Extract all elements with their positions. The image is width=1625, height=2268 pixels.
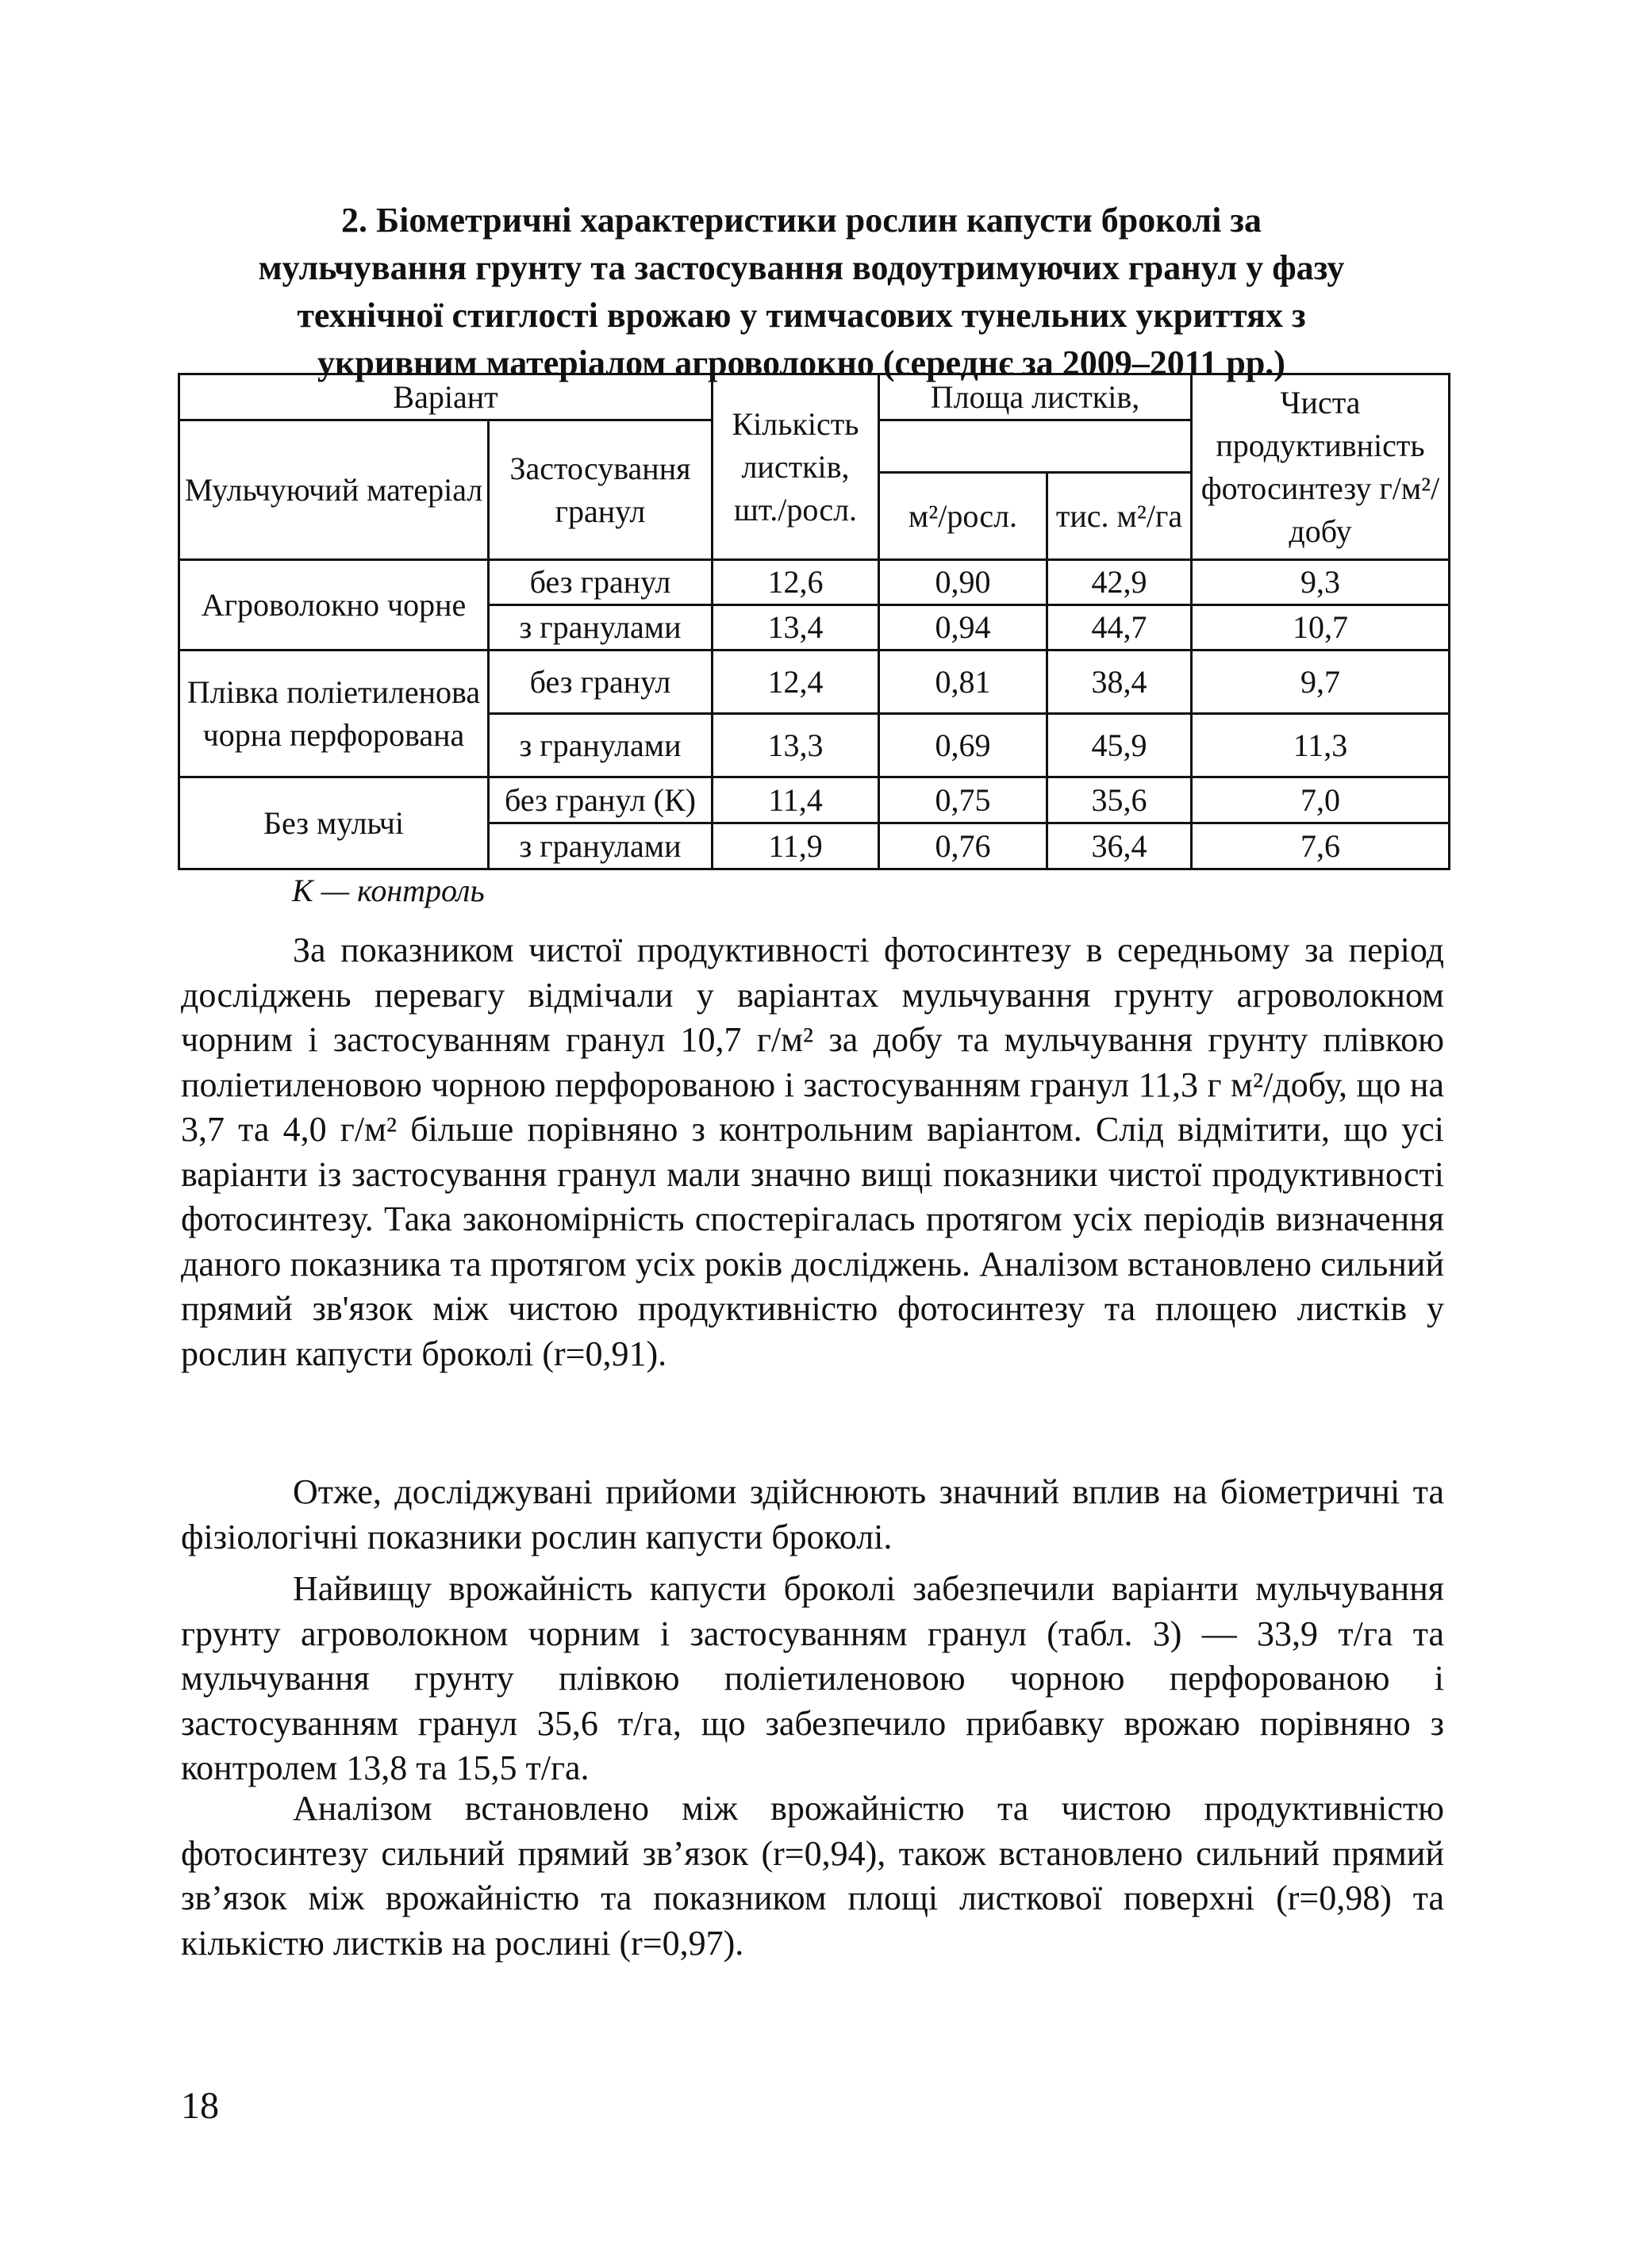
cell-granules: з гранулами bbox=[489, 823, 713, 869]
cell-leaf-count: 12,6 bbox=[713, 560, 879, 605]
header-leaf-count: Кількість листків, шт./росл. bbox=[713, 374, 879, 560]
cell-mulch: Без мульчі bbox=[179, 777, 489, 869]
cell-leaf-count: 13,4 bbox=[713, 605, 879, 650]
cell-area-plant: 0,75 bbox=[879, 777, 1047, 823]
header-mulch: Мульчуючий матеріал bbox=[179, 420, 489, 560]
cell-area-plant: 0,69 bbox=[879, 714, 1047, 777]
header-variant: Варіант bbox=[179, 374, 713, 420]
table-row bbox=[179, 777, 1450, 823]
table-note: К — контроль bbox=[292, 873, 485, 908]
table-row bbox=[179, 650, 1450, 714]
cell-productivity: 10,7 bbox=[1192, 605, 1450, 650]
cell-granules: з гранулами bbox=[489, 605, 713, 650]
header-granules: Застосування гранул bbox=[489, 420, 713, 560]
table-title-line: укривним матеріалом агроволокно (середнє за 2009–2011 рр.) bbox=[317, 343, 1285, 382]
cell-area-plant: 0,90 bbox=[879, 560, 1047, 605]
cell-granules: без гранул bbox=[489, 560, 713, 605]
cell-area-ha: 44,7 bbox=[1047, 605, 1192, 650]
header-productivity: Чиста продуктивність фотосинтезу г/м²/добу bbox=[1192, 374, 1450, 560]
cell-productivity: 11,3 bbox=[1192, 714, 1450, 777]
header-leaf-area-ha: тис. м²/га bbox=[1047, 473, 1192, 560]
cell-productivity: 7,6 bbox=[1192, 823, 1450, 869]
cell-productivity: 9,3 bbox=[1192, 560, 1450, 605]
cell-productivity: 7,0 bbox=[1192, 777, 1450, 823]
biometric-table bbox=[178, 373, 1450, 870]
cell-area-ha: 45,9 bbox=[1047, 714, 1192, 777]
cell-area-ha: 38,4 bbox=[1047, 650, 1192, 714]
cell-granules: з гранулами bbox=[489, 714, 713, 777]
cell-leaf-count: 12,4 bbox=[713, 650, 879, 714]
cell-area-ha: 35,6 bbox=[1047, 777, 1192, 823]
table-row bbox=[179, 560, 1450, 605]
cell-mulch: Агроволокно чорне bbox=[179, 560, 489, 650]
cell-area-plant: 0,81 bbox=[879, 650, 1047, 714]
cell-area-plant: 0,94 bbox=[879, 605, 1047, 650]
table-title-line: технічної стиглості врожаю у тимчасових тунельних укриттях з bbox=[297, 296, 1306, 335]
body-paragraph: Найвищу врожайність капусти броколі забезпечили варіанти мульчування грунту агроволокном чорним і застосуванням гранул (табл. 3) — 33,9 т/га та мульчування грунту плівкою поліетиленовою чорною перфорованою і застосуванням гранул 35,6 т/га, що забезпечило прибавку врожаю порівняно з контролем 13,8 та 15,5 т/га. bbox=[181, 1569, 1444, 1787]
cell-leaf-count: 13,3 bbox=[713, 714, 879, 777]
cell-area-ha: 36,4 bbox=[1047, 823, 1192, 869]
header-leaf-area: Площа листків, bbox=[879, 374, 1192, 420]
page-number: 18 bbox=[181, 2085, 219, 2127]
cell-area-ha: 42,9 bbox=[1047, 560, 1192, 605]
body-paragraph: За показником чистої продуктивності фотосинтезу в середньому за період досліджень перевагу відмічали у варіантах мульчування грунту агроволокном чорним і застосуванням гранул 10,7 г/м² за добу та мульчування грунту плівкою поліетиленовою чорною перфорованою і застосуванням гранул 11,3 г м²/добу, що на 3,7 та 4,0 г/м² більше порівняно з контрольним варіантом. Слід відмітити, що усі варіанти із застосування гранул мали значно вищі показники чистої продуктивності фотосинтезу. Така закономірність спостерігалась протягом усіх періодів визначення даного показника та протягом усіх років досліджень. Аналізом встановлено сильний прямий зв'язок між чистою продуктивністю фотосинтезу та площею листків у рослин капусти броколі (r=0,91). bbox=[181, 931, 1444, 1373]
cell-mulch: Плівка поліетиленова чорна перфорована bbox=[179, 650, 489, 777]
table-title-line: 2. Біометричні характеристики рослин капусти броколі за bbox=[341, 201, 1262, 240]
body-paragraph: Аналізом встановлено між врожайністю та чистою продуктивністю фотосинтезу сильний прямий зв’язок (r=0,94), також встановлено сильний прямий зв’язок між врожайністю та показником площі листкової поверхні (r=0,98) та кількістю листків на рослині (r=0,97). bbox=[181, 1789, 1444, 1963]
cell-productivity: 9,7 bbox=[1192, 650, 1450, 714]
table-title bbox=[159, 197, 1444, 387]
cell-leaf-count: 11,9 bbox=[713, 823, 879, 869]
cell-area-plant: 0,76 bbox=[879, 823, 1047, 869]
table-title-line: мульчування грунту та застосування водоутримуючих гранул у фазу bbox=[258, 248, 1345, 287]
body-paragraph: Отже, досліджувані прийоми здійснюють значний вплив на біометричні та фізіологічні показники рослин капусти броколі. bbox=[181, 1472, 1444, 1556]
cell-leaf-count: 11,4 bbox=[713, 777, 879, 823]
header-leaf-area-plant: м²/росл. bbox=[879, 473, 1047, 560]
cell-granules: без гранул bbox=[489, 650, 713, 714]
cell-granules: без гранул (К) bbox=[489, 777, 713, 823]
